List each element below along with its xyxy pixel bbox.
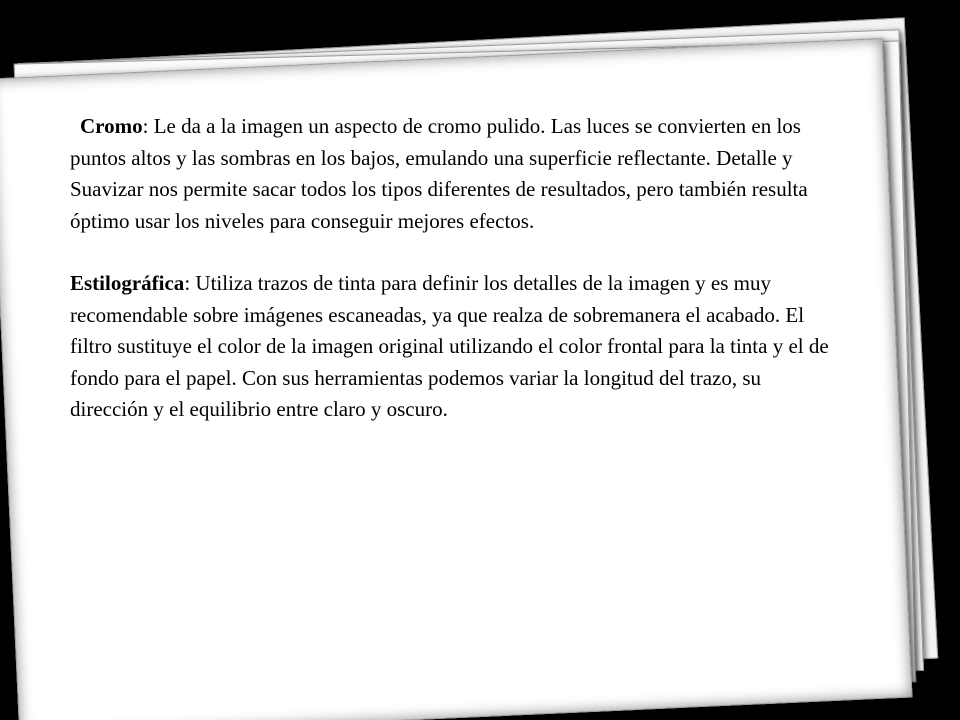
definition-estilografica: : Utiliza trazos de tinta para definir los detalles de la imagen y es muy recomendable sobre imágenes escaneadas, ya que realza de sobremanera el acabado. El filtro sustituye el color de la imagen original utilizando el color frontal para la tinta y el de fondo para el papel. Con sus herramientas podemos variar la longitud del trazo, su dirección y el equilibrio entre claro y oscuro. bbox=[70, 271, 829, 421]
slide-text-body bbox=[70, 111, 840, 426]
paragraph-estilografica bbox=[70, 268, 840, 426]
definition-cromo: : Le da a la imagen un aspecto de cromo pulido. Las luces se convierten en los puntos altos y las sombras en los bajos, emulando una superficie reflectante. Detalle y Suavizar nos permite sacar todos los tipos diferentes de resultados, pero también resulta óptimo usar los niveles para conseguir mejores efectos. bbox=[70, 114, 808, 233]
term-cromo: Cromo bbox=[80, 114, 143, 138]
term-estilografica: Estilográfica bbox=[70, 271, 185, 295]
paragraph-cromo bbox=[70, 111, 840, 237]
